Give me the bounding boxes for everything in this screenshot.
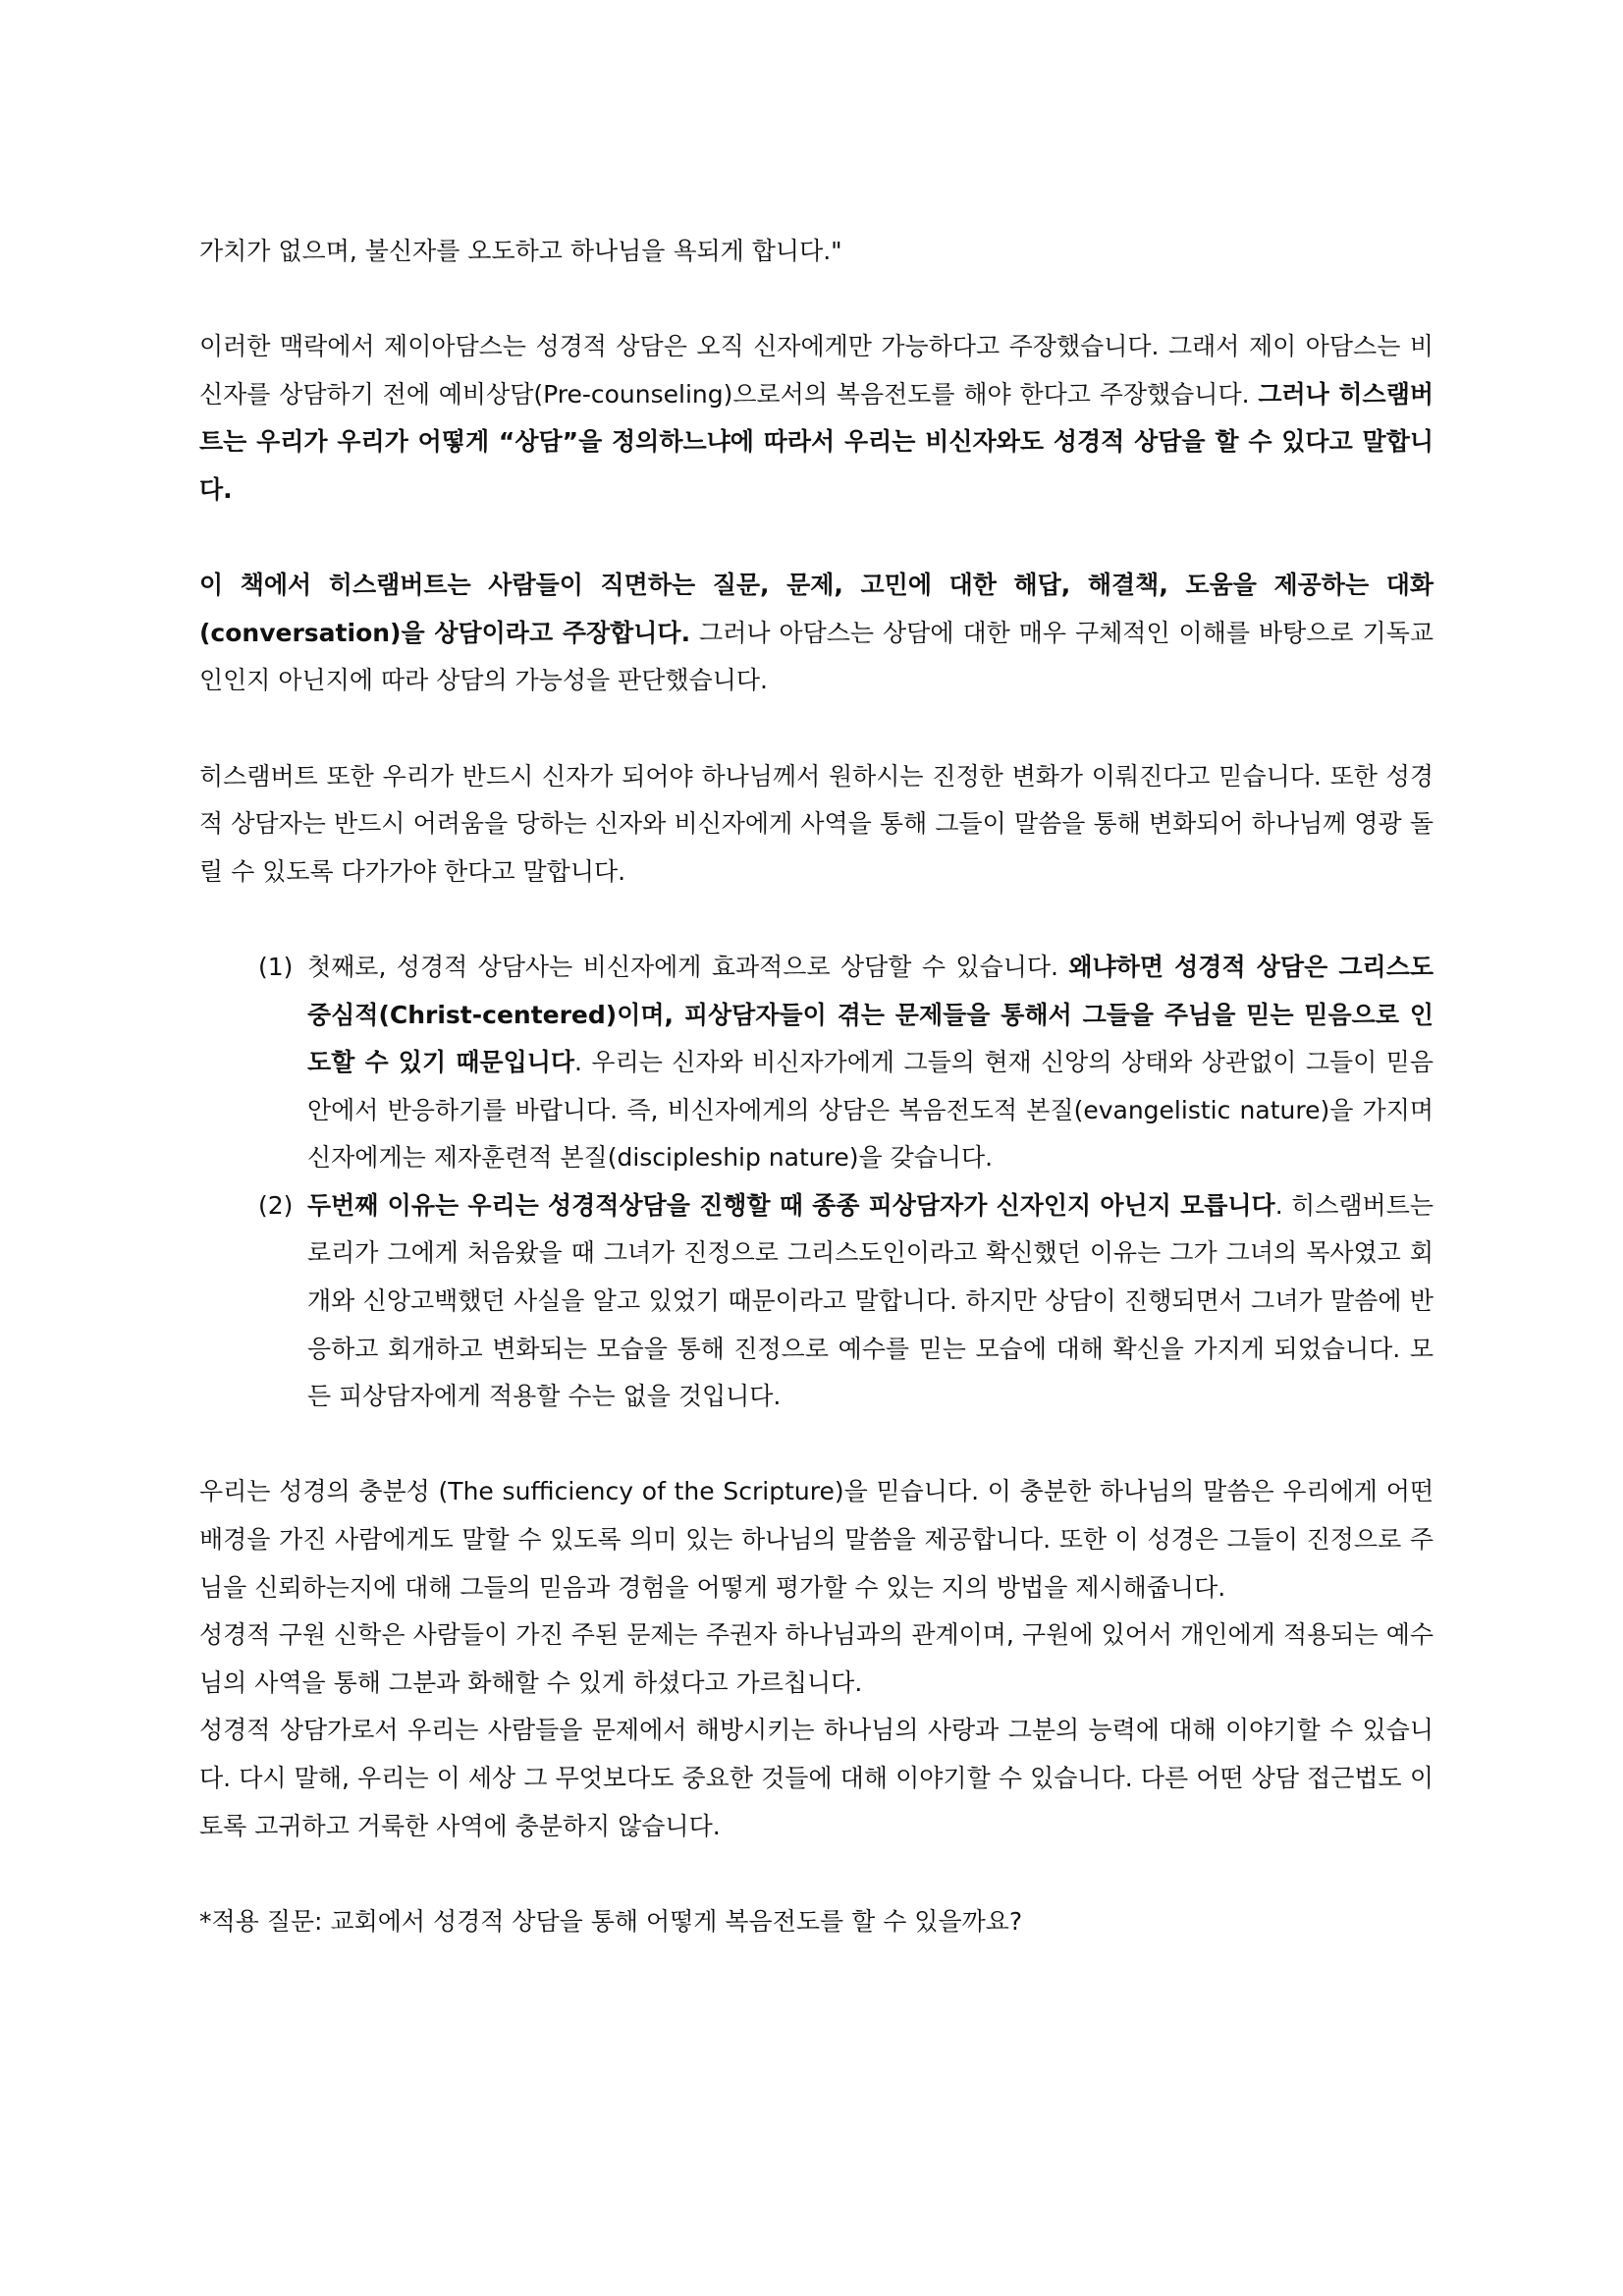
list-item: [199, 944, 1434, 1182]
paragraph-5-text: 우리는 성경의 충분성 (The sufficiency of the Scripture)을 믿습니다. 이 충분한 하나님의 말씀은 우리에게 어떤 배경을 가진 사람에게도 말할 수 있도록 의미 있는 하나님의 말씀을 제공합니다. 또한 이 성경은 그들이 진정으로 주님을 신뢰하는지에 대해 그들의 믿음과 경험을 어떻게 평가할 수 있는 지의 방법을 제시해줍니다.: [199, 1477, 1434, 1602]
paragraph-4-text: 히스램버트 또한 우리가 반드시 신자가 되어야 하나님께서 원하시는 진정한 변화가 이뤄진다고 믿습니다. 또한 성경적 상담자는 반드시 어려움을 당하는 신자와 비신자에게 사역을 통해 그들이 말씀을 통해 변화되어 하나님께 영광 돌릴 수 있도록 다가가야 한다고 말합니다.: [199, 761, 1434, 886]
paragraph-1: [199, 228, 1434, 276]
paragraph-3-bold-text: 이 책에서 히스램버트는 사람들이 직면하는 질문, 문제, 고민에 대한 해답, 해결책, 도움을 제공하는 대화(conversation)을 상담이라고 주장합니다.: [199, 571, 1434, 647]
paragraph-2-bold-text: 그러나 히스램버트는 우리가 우리가 어떻게 “상담”을 정의하느냐에 따라서 우리는 비신자와도 성경적 상담을 할 수 있다고 말합니다.: [199, 379, 1434, 504]
paragraph-7: [199, 1707, 1434, 1850]
paragraph-7-text: 성경적 상담가로서 우리는 사람들을 문제에서 해방시키는 하나님의 사랑과 그분의 능력에 대해 이야기할 수 있습니다. 다시 말해, 우리는 이 세상 그 무엇보다도 중요한 것들에 대해 이야기할 수 있습니다. 다른 어떤 상담 접근법도 이토록 고귀하고 거룩한 사역에 충분하지 않습니다.: [199, 1716, 1434, 1840]
list-item-text-continued: . 히스램버트는 로리가 그에게 처음왔을 때 그녀가 진정으로 그리스도인이라고 확신했던 이유는 그가 그녀의 목사였고 회개와 신앙고백했던 사실을 알고 있었기 때문이라고 말합니다. 하지만 상담이 진행되면서 그녀가 말씀에 반응하고 회개하고 변화되는 모습을 통해 진정으로 예수를 믿는 모습에 대해 확신을 가지게 되었습니다. 모든 피상담자에게 적용할 수는 없을 것입니다.: [307, 1190, 1434, 1411]
list-item-bold-text: 두번째 이유는 우리는 성경적상담을 진행할 때 종종 피상담자가 신자인지 아닌지 모릅니다: [307, 1190, 1275, 1220]
paragraph-5: [199, 1468, 1434, 1612]
paragraph-2: [199, 323, 1434, 514]
paragraph-6: [199, 1612, 1434, 1707]
list-item-text-continued: . 우리는 신자와 비신자가에게 그들의 현재 신앙의 상태와 상관없이 그들이 믿음안에서 반응하기를 바랍니다. 즉, 비신자에게의 상담은 복음전도적 본질(evangelistic nature)을 가지며 신자에게는 제자훈련적 본질(discipleship nature)을 갖습니다.: [307, 1048, 1434, 1173]
document-page: [199, 228, 1434, 1945]
list-item-marker: (2): [258, 1190, 294, 1220]
paragraph-1-text: 가치가 없으며, 불신자를 오도하고 하나님을 욕되게 합니다.": [199, 237, 842, 265]
list-item: [199, 1182, 1434, 1421]
list-item-text: 첫째로, 성경적 상담사는 비신자에게 효과적으로 상담할 수 있습니다.: [307, 952, 1069, 981]
application-question: [199, 1898, 1434, 1946]
paragraph-3-text: 그러나 아담스는 상담에 대한 매우 구체적인 이해를 바탕으로 기독교인인지 아닌지에 따라 상담의 가능성을 판단했습니다.: [199, 618, 1434, 695]
paragraph-2-text: 이러한 맥락에서 제이아담스는 성경적 상담은 오직 신자에게만 가능하다고 주장했습니다. 그래서 제이 아담스는 비신자를 상담하기 전에 예비상담(Pre-counseling)으로서의 복음전도를 해야 한다고 주장했습니다.: [199, 332, 1434, 409]
list-item-marker: (1): [258, 952, 294, 981]
paragraph-6-text: 성경적 구원 신학은 사람들이 가진 주된 문제는 주권자 하나님과의 관계이며, 구원에 있어서 개인에게 적용되는 예수님의 사역을 통해 그분과 화해할 수 있게 하셨다고 가르칩니다.: [199, 1620, 1434, 1697]
list-item-bold-text: 왜냐하면 성경적 상담은 그리스도 중심적(Christ-centered)이며, 피상담자들이 겪는 문제들을 통해서 그들을 주님을 믿는 믿음으로 인도할 수 있기 때문입니다: [307, 952, 1434, 1077]
paragraph-3: [199, 562, 1434, 705]
numbered-list: [199, 944, 1434, 1421]
application-question-text: *적용 질문: 교회에서 성경적 상담을 통해 어떻게 복음전도를 할 수 있을까요?: [199, 1906, 1023, 1936]
paragraph-4: [199, 753, 1434, 897]
